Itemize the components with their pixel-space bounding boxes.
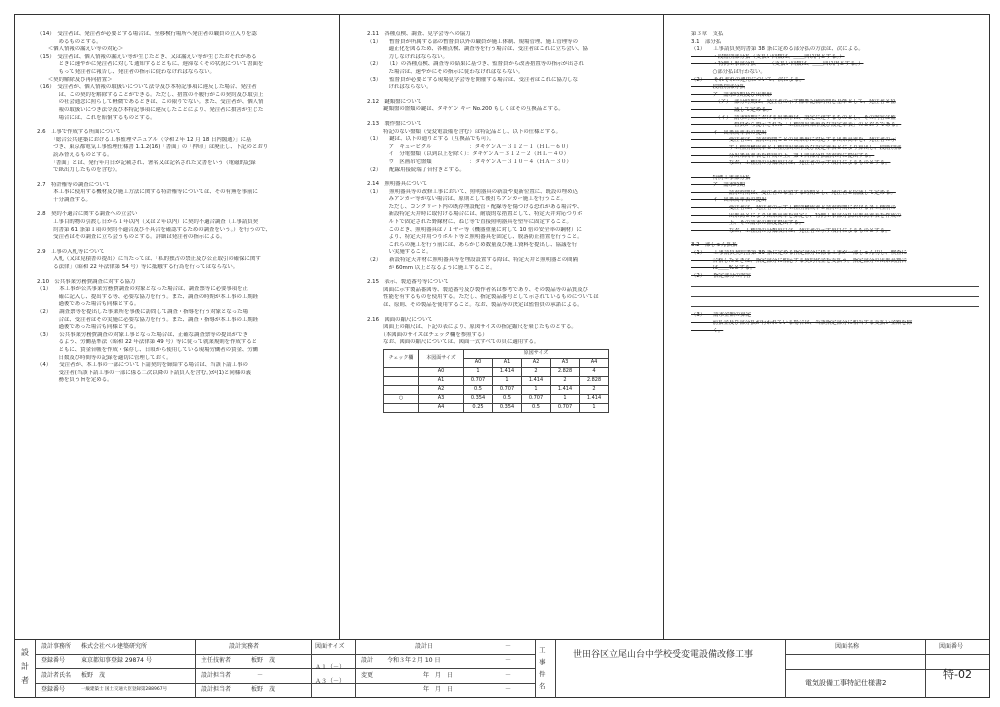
chief-engineer: 板野 茂 [251,657,276,664]
spec-line: （2） 新設特定天井材に照明器具等を埋設設置する際は、特定天井と照明器との間隔 [367,257,578,264]
spec-column-1 [37,31,342,635]
sheet-size-a3: Ａ３（－） [315,678,346,685]
spec-line: 2.11 各種点検、調査、見学会等への協力 [367,31,471,37]
spec-line [37,175,342,182]
scale-cell: 1.414 [580,394,609,403]
spec-line: は、この契約を解除することができる。ただし、措置の不履行がこの契約及び取引上 [37,91,264,98]
spec-column-2 [367,31,672,635]
scale-cell: 0.707 [493,385,522,394]
spec-line: （2） それぞれの運用について、次による。 [691,76,805,83]
spec-line [367,92,672,99]
spec-line: 受注者(当該下請工事の一部に係る二次以降の下請負人を含む。)が(1)と同様の義 [37,369,251,376]
spec-line: （イ） 請求時期における出来形は、設定に達するものとし、その内容は監 [691,114,896,121]
spec-line: （2） 調査票等を提出した事業所を事後に訪問して調査・指導を行う対象となった場 [37,309,248,315]
spec-line [37,122,342,129]
spec-line: 日数及び時間等の記録を適切に管理しておく。 [37,354,172,361]
original-size-header: 原図サイズ [464,349,609,358]
scale-cell: 2 [580,385,609,394]
spec-line: 2.6 工事で作成する所面について [37,129,121,136]
design-date-header: 設計日 [415,643,434,650]
spec-line: 第３章 支払 [691,31,724,37]
scale-cell: 1 [493,376,522,385]
spec-line: （2） （1）の各種点検、調査等の結果に基づき、監督員から改善措置等の指示が出され [367,61,584,68]
spec-line: （ア） 部分時期は、発注者の示す標準記載時期を基準として、発注者と協 [691,99,896,106]
tb-dash: － [505,643,512,650]
architect-registration: 一級建築士 国土交通大臣登録第288967号 [81,687,168,692]
table-row [384,403,609,412]
scale-cell: 0.5 [522,403,551,412]
spec-line: 報の取扱いにつき法令及び本特記事項に違反したことにより、発注者に損害が生じた [37,106,264,113]
revision-date: 年 月 日 [423,672,454,679]
title-block [15,639,989,698]
paper-size-scale-table [383,349,609,413]
spec-line: 分出来高率表を作成の上、第１回部分払請求時に提出する。 [691,152,875,159]
spec-line: 確に記入し、提出する等、必要な協力を行う。また、調査の時期が本工事の工期経 [37,293,259,300]
size-col-header: A0 [464,358,493,367]
spec-line: （14） 受注者は、発注者が必要とする場合は、至移検行場所へ発注者の職員の立入りを認 [37,31,257,37]
scale-cell: 1.414 [551,385,580,394]
design-staff: 板野 茂 [251,686,276,693]
scale-cell: 2.828 [551,367,580,376]
size-label-cell: A3 [419,394,464,403]
spec-line: 督員から提示された「工種別出来形及び設定率表」のとおりである。 [691,122,902,129]
spec-line: 力しなければならない。 [367,53,448,60]
spec-line: （1） 本工事が公共事業労務費調査の対象となった場合は、調査票等に必要事項を正 [37,286,248,293]
spec-line: ＜契約解除及び再向措置＞ [37,76,113,83]
spec-line: ア キュービクル ：タキゲンＡ－３１２－１（ＨＬ－６０） [367,143,572,150]
spec-line: 図面に示す製品番図等、製造番号及び製作者名は参考であり、その製品等の品質及び [367,286,589,293]
check-header: チェック欄 [384,349,419,367]
spec-line: 2.9 工事の入札等について [37,248,105,255]
tb-label: 主任技術者 [201,657,232,664]
tb-label: 設計担当者 [201,686,232,693]
tb-label: 登録番号 [41,686,66,693]
spec-line [367,114,672,121]
spec-line: 前払金及び部分払が行われている場合は、当該指定部分に相当する支払い金額を除 [691,320,913,326]
spec-line: ければならない。 [367,84,432,91]
size-col-header: A2 [522,358,551,367]
spec-line: （1） 暫督員が所属する部の暫督員以外の職員が施工体制、規場管理、施工管理等の [367,38,578,45]
tb-label: 登録番号 [41,657,66,664]
spec-line: 工事目的物の引渡し日から１年以内（又は２年以内）に契約不適合調査（工事請負契 [37,219,259,226]
spec-line: 入札（又は見積書の提出）に当たっては、「私的独占の禁止及び公正取引の確保に関す [37,256,261,263]
spec-line: なお、工種別の分類項目は、発注者の示す項目によるものとする。 [691,160,891,167]
spec-line: 請求時期は、受注者の希望する時期とし、発注者と協議して定める。 [691,189,896,196]
design-date: 令和３年２月 10 日 [387,657,441,664]
tb-label: 変更 [361,672,374,679]
spec-line: なお、工種別の分類項目は、発注者の示す項目によるものとする。 [691,227,891,234]
spec-line: 場合には、これを賠償するものとする。 [37,114,156,121]
project-name: 世田谷区立尾山台中学校受変電設備改修工事 [573,650,754,660]
spec-line: イ 出来高率表の提出 [691,129,767,136]
spec-line [691,235,979,242]
spec-line: （3） 公共事業労務費調査の対象工事となった場合は、正確な調査票等の提出ができ [37,331,248,338]
spec-line: 議して定める。 [691,106,772,113]
spec-line: ときに速やかに発注者に対して通知するとともに、遅滞なくその状況について書面を [37,61,264,68]
spec-line: 2.10 公共事業労務費調査に対する協力 [37,278,136,285]
tb-dash: － [505,672,512,679]
check-cell [384,367,419,376]
rule-line [691,296,979,297]
rule-line [691,306,979,307]
rule-line [691,286,979,287]
spec-line: 特記のない盤類（受変電設備を含む）は特記品とし、以下の仕様とする。 [367,128,562,135]
tb-label: 設計者氏名 [41,672,72,679]
spec-line: 「総合公共建築における工事監理マニュアル（令和２年 12 月 18 日内閣通）」に基 [37,136,252,143]
spec-line: （2） 指定部分の内容 [691,272,752,279]
spec-line: イ 分電盤類（以到以上を除く）：タキゲンＡ－３１２－２（ＨＬ－４０） [367,151,570,158]
office-registration: 東京都知事登録 29874 号 [81,657,152,664]
spec-line: 3.2 部しゅん払払 [691,242,738,249]
spec-line: 「書面」とは、発行年月日が記載され、署名又は記名された文書をいう（電磁的記録 [37,159,256,166]
spec-line: （15） 受注者は、個人情報の漏えい等が生じたとき、又は漏えい等が生じたおそれがある [37,53,257,60]
spec-line: （16） 受注者が、個人情報の取扱いについて法令及び本特記事項に違反した場合、発注者 [37,84,257,91]
size-col-header: A3 [551,358,580,367]
spec-line: るよう、労働基準法（昭和 22 年法律第 49 号）等に従って就業規則を作成すると [37,339,258,346]
size-col-header: A1 [493,358,522,367]
spec-line: 適正化を図るため、各種点検、調査等を行う場合は、受注者はこれに立ち会い、協 [367,46,588,53]
spec-line [367,272,672,279]
scale-cell: 4 [580,367,609,376]
spec-line: ・段階別部分払（支払い回数は、＿＿回以内とする。） [691,53,845,60]
spec-line: 2.16 図面の縮尺について [367,316,433,323]
spec-line: 読み替えるものとする。 [37,151,113,158]
spec-line: 合は、受注者はその実施に必要な協力を行う。また、調査・指導が本工事の工期経 [37,316,259,323]
check-cell: ○ [384,394,419,403]
scale-cell: 0.354 [493,403,522,412]
spec-line: （2） 配線用接続端了台付きとする。 [367,166,465,173]
spec-line: 2.12 鍵類盤について [367,98,423,105]
designer-vertical-label: 設計者 [21,648,29,685]
scale-cell: 0.354 [464,394,493,403]
spec-line: 2.8 契約不適合に関する調査への立会い [37,211,138,218]
office-name: 株式会社ベル建築研究所 [81,643,148,650]
check-cell [384,385,419,394]
scale-cell: 2.828 [580,376,609,385]
spec-line: なお、図面の縮尺については、図面一式すべての頁に適用する。 [367,339,540,346]
spec-line: 鍵類盤の盤類の鍵は、タキゲン キー No.200 もしくはその互換品とする。 [367,106,564,113]
spec-line: ウ 区画吊宅盤類 ：タキゲンＡ－３１０－４（ＨＡ－３０） [367,158,572,165]
spec-line: ＜個人情報の漏えい等の対応＞ [37,46,124,53]
size-header: 本図面サイズ [419,349,464,367]
drawing-title: 電気設備工事特記仕様書2 [805,679,887,687]
spec-line: が 60mm 以上となるように施工すること。 [367,264,496,271]
drawing-sheet [14,14,990,698]
staff-header: 設計実務者 [229,643,260,650]
scale-cell: 0.707 [551,403,580,412]
scale-cell: 1 [551,394,580,403]
spec-line: 2.14 照明器具について [367,181,428,188]
spec-line: （3） 監督員が必要とする現場見学会等を開催する場合は、受注者はこれに協力しな [367,76,578,83]
spec-line: ルトで固定された野縁材に、ねじ等で直接照明器具を堅牢に固定すること。 [367,219,572,226]
spec-line: す工種別構成率と工種別出来形及び設定率表とにより算出し、段階別部 [691,144,902,151]
spec-line: （本図面のサイズはチェック欄を参照する） [367,331,488,338]
spec-line: 図面上の縮尺は、下記の表により、原図サイズの指定縮尺を乗じたものとする。 [367,324,577,331]
scale-cell: 1 [522,385,551,394]
tb-label: 設計事務所 [41,643,72,650]
spec-line: 2.7 特許権等の調査について [37,181,111,188]
spec-line: 受注者は、請求時期ごとの出来形に対応する出来高率を、発注者の示 [691,137,896,144]
spec-line: 新設特定天井時に取付ける場合には、耐震的な措置として、特定天井対応つりボ [367,211,583,218]
spec-line: イ 出来高率表の提出 [691,197,767,204]
spec-line: は、原則、その製品を使用すること。なお、製品等の決定は監督員の承諾による。 [367,302,583,308]
spec-line: る法律」（昭和 22 年法律第 54 号）等に抵触する行為を行ってはならない。 [37,264,239,271]
scale-cell: 1.414 [522,376,551,385]
spec-line: で紙出力したものを含む）。 [37,167,121,174]
spec-line: より、特定天井用つりボルト等と照明器具を固定し、脱落防止措置を行うこと。 [367,234,583,241]
spec-line: このとき、照明器具は７１ヤー等（機器重量に対して 10 倍の安全率の鋼材）に [367,226,582,233]
drawing-number: 特-02 [943,668,972,681]
spec-line: ア 請求時期 [691,182,745,189]
tb-dash: － [505,657,512,664]
scale-cell: 0.707 [522,394,551,403]
scale-cell: 0.707 [464,376,493,385]
designer-name: 板野 茂 [81,672,106,679]
table-row [384,367,609,376]
scale-cell: 0.5 [464,385,493,394]
spec-line: 過後であった場合も同様とする。 [37,324,140,331]
size-label-cell: A1 [419,376,464,385]
spec-line: ○部分払は行わない。 [691,68,766,75]
spec-line: た場合は、速やかにその指示に従わなければならない。 [367,68,524,75]
spec-line: の社会通念に照らして軽微であるときは、この限りでない。また、受注者が、個人情 [37,99,264,106]
design-staff: － [257,672,264,679]
spec-line: 十分調査する。 [37,196,91,203]
table-row [384,394,609,403]
check-cell [384,376,419,385]
spec-line: 務を負う旨を定める。 [37,377,113,384]
tb-label: 設計担当者 [201,672,232,679]
scale-cell: 1 [464,367,493,376]
spec-column-3 [691,31,979,635]
spec-line: （1） 鍵は、以下の通りとする（互換品でも可）。 [367,136,495,143]
spec-line [37,204,342,211]
tb-label: 設計 [361,657,374,664]
spec-line: （3） 請求金額の算定 [691,312,752,319]
spec-line: 2.15 表示、製造番号等について [367,279,449,286]
scale-cell: 1.414 [493,367,522,376]
size-label-cell: A4 [419,403,464,412]
spec-line: づき、東京都電気工事監理仕様書 1.1.2(16)「書面」の「押印」は廃止し、下記のとおり [37,144,269,151]
spec-line: もって発注者に報告し、発注者の指示に従わなければならない。 [37,68,215,75]
spec-line: ア 請求時期及び出来形 [691,91,772,98]
spec-line [691,168,979,175]
spec-line: 受注者は、発注者の示す工種別構成率と請求時期における各工種別の [691,205,896,212]
tb-dash: － [505,686,512,693]
spec-line: ただし、コンクリート内の既存埋設配管・配線等を傷つける恐れがある場合や、 [367,203,583,210]
scale-cell: 1 [580,403,609,412]
spec-line: （4） 受注者が、本工事の一部について下請契約を締結する場合は、当該下請工事の [37,362,248,369]
spec-line: みアンカー等がない場合は、原則として後打ちアンカー施工を行うこと。 [367,196,567,203]
size-col-header: A4 [580,358,609,367]
spec-line: 2.13 製作盤について [367,120,423,127]
scale-cell: 0.25 [464,403,493,412]
spec-line: （1） 工事請負契約書第 39 条に定める指定部分に係る工事が一部しゅん功し、検査に [691,250,907,257]
spec-line [367,310,672,317]
project-label: 工事件名 [539,646,546,690]
table-row [384,385,609,394]
spec-line: 3.1 部分払 [691,38,722,45]
spec-line: これらの施工を行う前には、あらかじめ数量及び施工資料を提出し、協議を行 [367,241,578,248]
spec-line [37,242,342,249]
scale-cell: 2 [551,376,580,385]
spec-line: 出来高とにより出来高率を算定し、特例工事部分払出来高率表を作成の [691,212,902,219]
spec-line: 上、その請求の都度提出する。 [691,220,805,227]
spec-line: ともに、賃金台帳を作成・保存し、日頃から使用している現場労働者の賃金、労働 [37,346,259,353]
sheet-size-a1: Ａ１（－） [315,664,346,671]
spec-line: ・特例工事部分払 （支払い回数は、＿＿回以内とする。） [691,61,864,68]
check-cell [384,403,419,412]
spec-line [367,174,672,181]
spec-line: 特例工事部分払 [691,174,751,181]
spec-line: い実施すること。 [367,249,432,256]
spec-line: 受注者はその調査に立ち会うものとする。詳細は発注者の指示による。 [37,234,226,241]
spec-line: 性能を有するものを使用する。ただし、指定製品番号として示されているものについては [367,294,599,301]
drawing-number-header: 図面番号 [939,643,964,650]
spec-line: は＿＿%とする。 [691,265,756,272]
table-row [384,376,609,385]
spec-line: 本工事に使用する機材及び施工方法に関する特許権等については、その有無を事前に [37,189,258,196]
size-label-cell: A0 [419,367,464,376]
spec-line: 合格したときは、指定部分に相応する契約代金を支払う。指定部分の出来高割合 [691,257,907,264]
spec-line: く。 [691,327,724,334]
spec-line: （1） 工事請負契約書第 38 条に定める部分払の方法は、次による。 [691,46,864,53]
revision-date: 年 月 日 [423,686,454,693]
scale-cell: 2 [522,367,551,376]
sheet-size-header: 図面サイズ [315,643,345,650]
spec-line: 段階別部分払 [691,84,745,91]
spec-line: 過後であった場合も同様とする。 [37,301,140,308]
drawing-title-header: 図面名称 [835,643,860,650]
size-label-cell: A2 [419,385,464,394]
spec-line: 約書第 61 条第１項の契約不適合及び不具合を確認するための調査をいう。）を行うので、 [37,226,271,233]
scale-cell: 0.5 [493,394,522,403]
spec-line: めるものとする。 [37,38,102,45]
spec-line [37,272,342,279]
spec-line: （1） 照明器具等の改修工事において、照明器具の新設や更新位置に、既設の埋め込 [367,188,578,195]
